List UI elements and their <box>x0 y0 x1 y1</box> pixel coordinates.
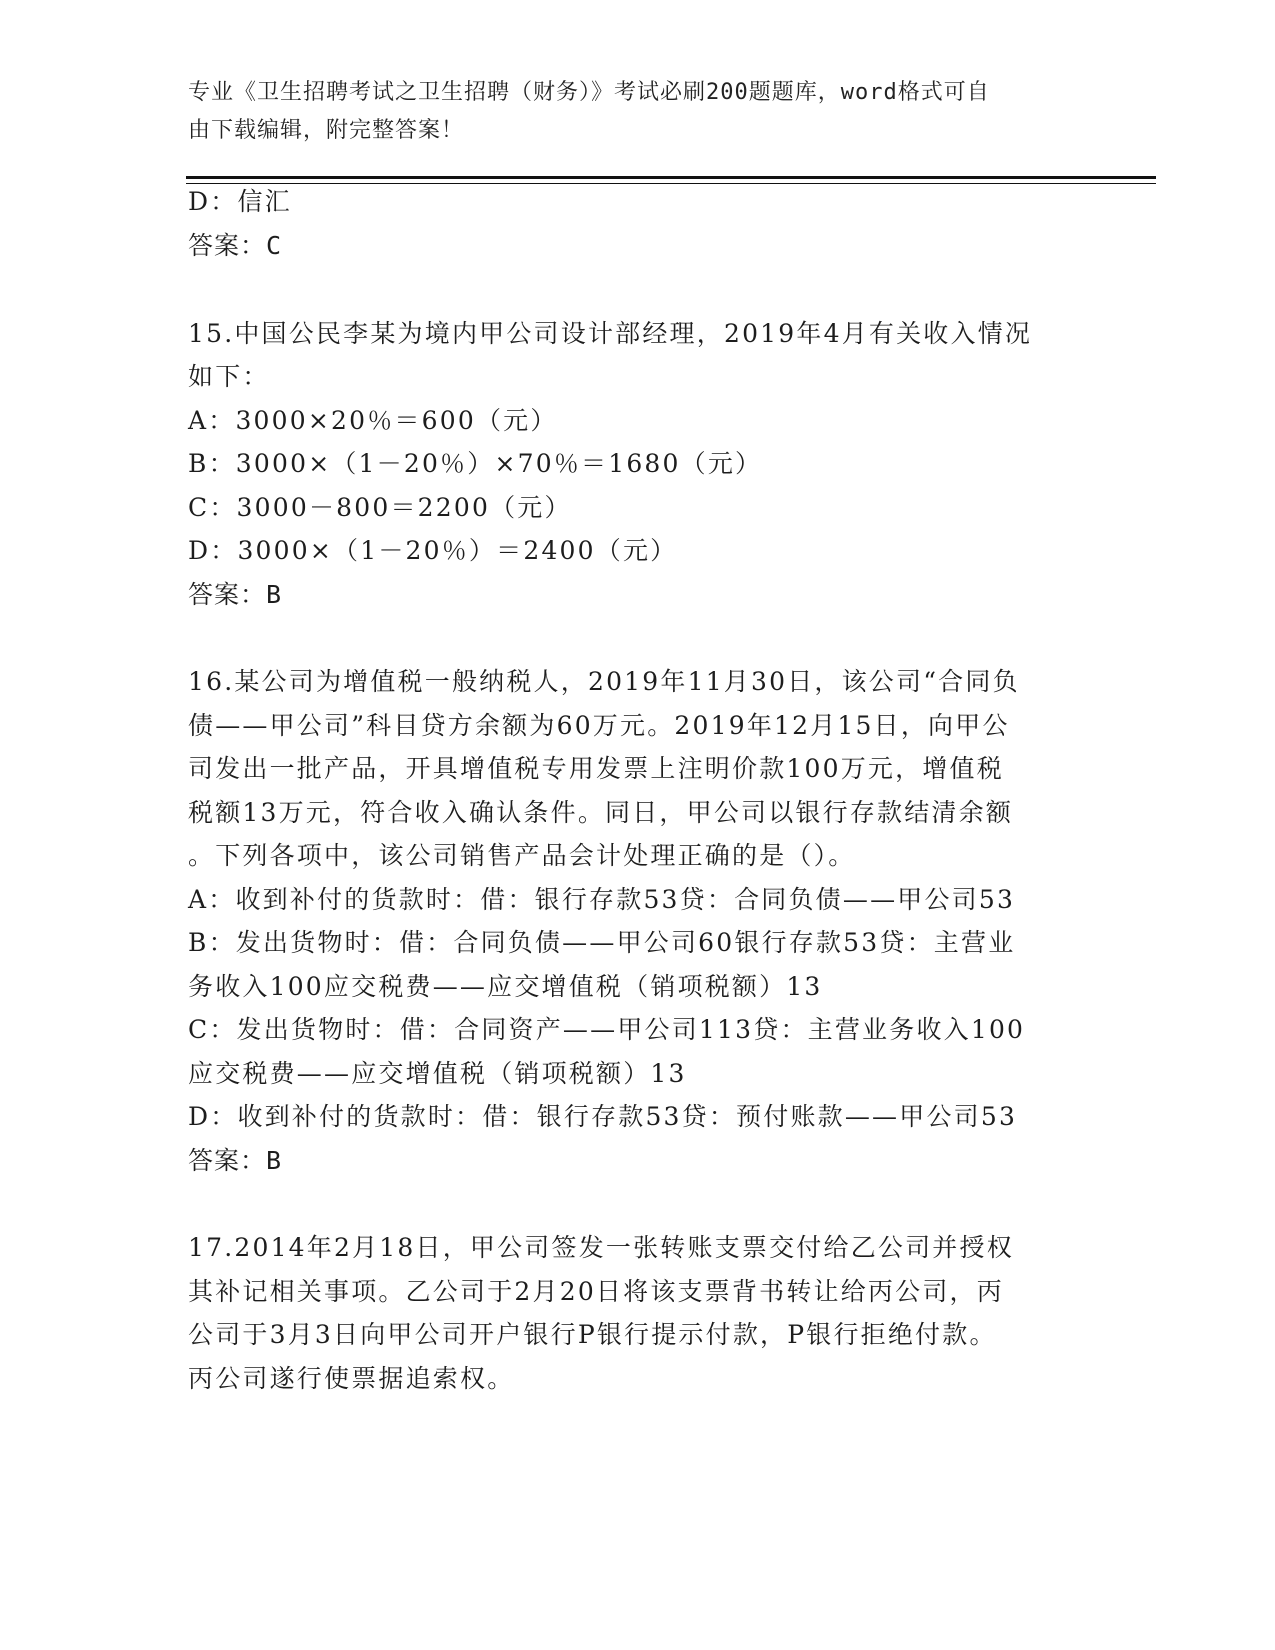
q15-answer: 答案：B <box>188 580 283 609</box>
q17-stem-line-3: 公司于3月3日向甲公司开户银行P银行提示付款，P银行拒绝付款。 <box>188 1320 997 1349</box>
q16-option-b-line-1: B：发出货物时：借：合同负债——甲公司60银行存款53贷：主营业 <box>188 928 1016 957</box>
q16-option-d: D：收到补付的货款时：借：银行存款53贷：预付账款——甲公司53 <box>188 1102 1018 1131</box>
header-title-line-1: 专业《卫生招聘考试之卫生招聘（财务）》考试必刷200题题库，word格式可自 <box>188 80 990 105</box>
q15-option-a: A：3000×20％＝600（元） <box>188 406 558 435</box>
prev-option-d: D：信汇 <box>188 187 292 216</box>
q16-option-c-line-1: C：发出货物时：借：合同资产——甲公司113贷：主营业务收入100 <box>188 1015 1026 1044</box>
header-divider-thick <box>186 176 1156 179</box>
q16-option-a: A：收到补付的货款时：借：银行存款53贷：合同负债——甲公司53 <box>188 885 1016 914</box>
header-title-line-2: 由下载编辑，附完整答案！ <box>188 118 465 143</box>
header-divider-thin <box>186 183 1156 184</box>
q17-stem-line-2: 其补记相关事项。乙公司于2月20日将该支票背书转让给丙公司，丙 <box>188 1277 1004 1306</box>
q15-option-b: B：3000×（1－20％）×70％＝1680（元） <box>188 449 763 478</box>
q17-stem-line-4: 丙公司遂行使票据追索权。 <box>188 1364 515 1393</box>
q16-stem-line-5: 。下列各项中，该公司销售产品会计处理正确的是（）。 <box>188 841 856 870</box>
q16-stem-line-4: 税额13万元，符合收入确认条件。同日，甲公司以银行存款结清余额 <box>188 798 1014 827</box>
document-header <box>188 74 1068 150</box>
q16-option-c-line-2: 应交税费——应交增值税（销项税额）13 <box>188 1059 687 1088</box>
q17-stem-line-1: 17.2014年2月18日，甲公司签发一张转账支票交付给乙公司并授权 <box>188 1233 1014 1262</box>
q16-option-b-line-2: 务收入100应交税费——应交增值税（销项税额）13 <box>188 972 823 1001</box>
q16-stem-line-2: 债——甲公司”科目贷方余额为60万元。2019年12月15日，向甲公 <box>188 711 1010 740</box>
q15-stem-line-2: 如下： <box>188 362 270 391</box>
q15-option-d: D：3000×（1－20％）＝2400（元） <box>188 536 678 565</box>
prev-answer: 答案：C <box>188 231 283 260</box>
q16-stem-line-1: 16.某公司为增值税一般纳税人，2019年11月30日，该公司“合同负 <box>188 667 1020 696</box>
q16-answer: 答案：B <box>188 1146 283 1175</box>
q15-stem-line-1: 15.中国公民李某为境内甲公司设计部经理，2019年4月有关收入情况 <box>188 319 1033 348</box>
q16-stem-line-3: 司发出一批产品，开具增值税专用发票上注明价款100万元，增值税 <box>188 754 1004 783</box>
q15-option-c: C：3000－800＝2200（元） <box>188 493 572 522</box>
